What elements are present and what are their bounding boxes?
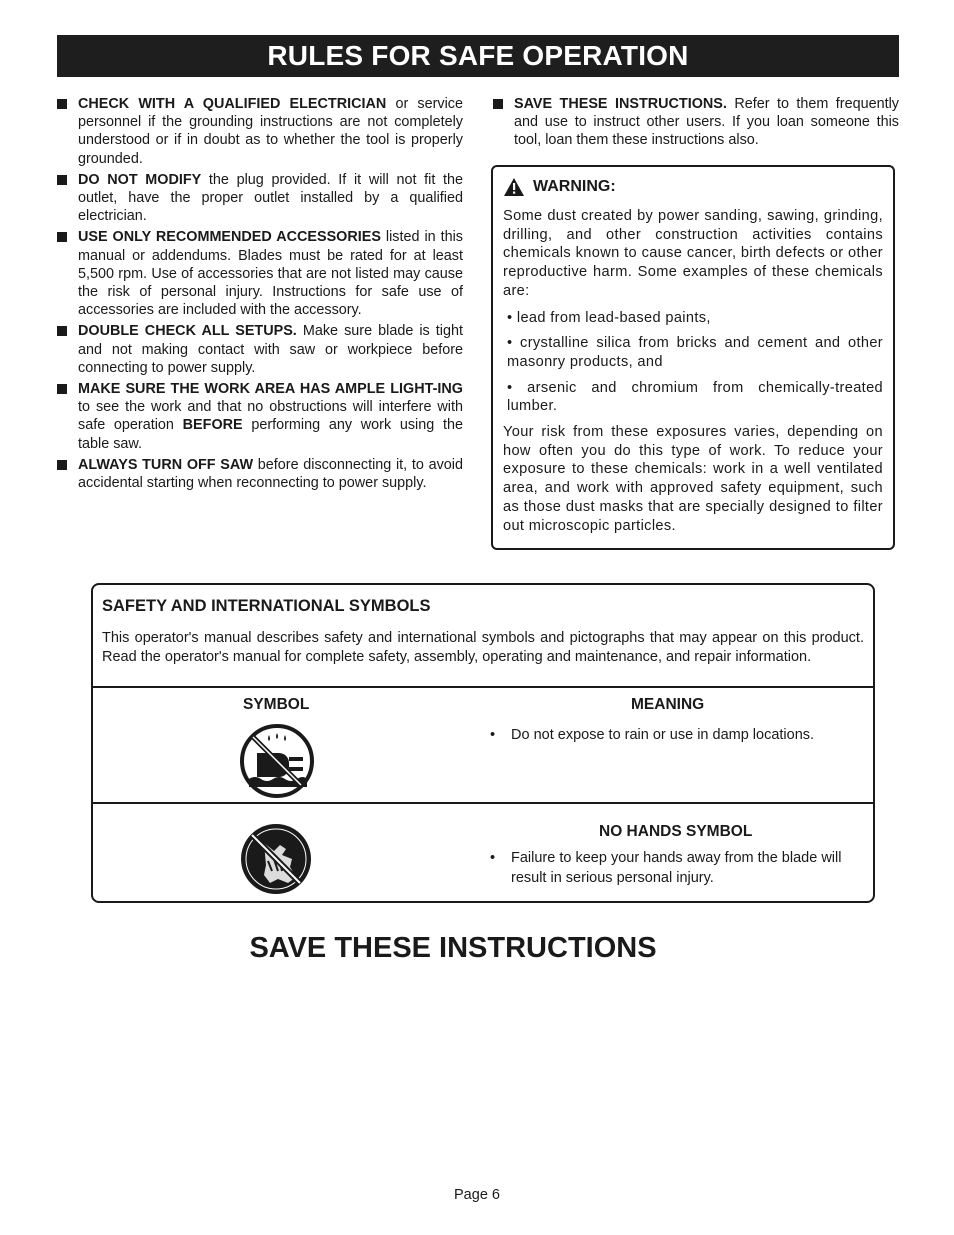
rule-lead: ALWAYS TURN OFF SAW <box>78 456 254 473</box>
divider <box>93 686 873 688</box>
symbols-title: SAFETY AND INTERNATIONAL SYMBOLS <box>102 597 431 615</box>
warning-list-item: • arsenic and chromium from chemically-treated lumber. <box>507 379 883 415</box>
square-bullet-icon <box>57 232 67 242</box>
warning-list <box>503 309 883 417</box>
warning-heading <box>503 177 883 197</box>
meaning-text: Do not expose to rain or use in damp locations. <box>511 727 815 743</box>
rule-lead: SAVE THESE INSTRUCTIONS. <box>514 96 727 112</box>
rule-item <box>57 171 463 226</box>
bullet: • <box>490 850 496 866</box>
square-bullet-icon <box>57 384 67 394</box>
warning-intro: Some dust created by power sanding, sawing, grinding, drilling, and other construction activities contains chemicals known to cause cancer, birth defects or other reproductive harm. Some examples of these chemicals are: <box>503 208 883 299</box>
rules-left-column <box>57 95 463 495</box>
square-bullet-icon <box>57 326 67 336</box>
rules-right-column <box>493 95 899 153</box>
symbols-box <box>91 583 875 903</box>
page-title: RULES FOR SAFE OPERATION <box>267 40 689 71</box>
symbol-column-header: SYMBOL <box>243 696 310 713</box>
rule-item <box>57 228 463 319</box>
title-bar <box>57 35 899 77</box>
meaning-column-header: MEANING <box>631 696 705 713</box>
meaning-text: Failure to keep your hands away from the blade will result in serious personal injury. <box>511 850 842 886</box>
no-rain-icon <box>239 723 315 799</box>
save-instructions-heading <box>0 932 954 965</box>
rule-text: to see the work and that no obstructions will interfere with safe operation <box>78 399 463 434</box>
rule-text: or service personnel if the grounding instructions are not completely understood or if in doubt as to whether the tool is properly grounded. <box>78 96 464 167</box>
warning-list-item: • lead from lead-based paints, <box>507 309 711 326</box>
save-title-text: SAVE THESE INSTRUCTIONS <box>249 932 657 964</box>
meaning-item <box>490 849 870 888</box>
rule-lead: DOUBLE CHECK ALL SETUPS. <box>78 323 297 340</box>
rule-text: Make sure blade is tight and not making contact with saw or workpiece before connecting to power supply. <box>78 323 463 376</box>
rule-text: listed in this manual or addendums. Blades must be rated for at least 5,500 rpm. Use of accessories that are not listed may cause the risk of personal injury. Instructions for safe use of accessories are included with the accessory. <box>78 229 463 319</box>
rule-item <box>57 380 463 453</box>
rule-item <box>57 322 463 377</box>
rule-lead: BEFORE <box>182 417 243 434</box>
no-hands-icon <box>238 821 314 897</box>
rule-item <box>57 456 463 492</box>
warning-triangle-icon <box>503 177 525 197</box>
warning-label: WARNING: <box>533 178 616 195</box>
rule-lead: CHECK WITH A QUALIFIED ELECTRICIAN <box>78 96 387 112</box>
warning-body <box>503 207 883 535</box>
no-hands-title: NO HANDS SYMBOL <box>599 823 753 840</box>
warning-list-item: • crystalline silica from bricks and cement and other masonry products, and <box>507 335 883 370</box>
square-bullet-icon <box>493 99 503 109</box>
rule-lead: MAKE SURE THE WORK AREA HAS AMPLE LIGHT-ING <box>78 381 463 398</box>
symbols-intro: This operator's manual describes safety and international symbols and pictographs that may appear on this product. Read the operator's manual for complete safety, assembly, operating and maintenance, and repair information. <box>102 630 864 665</box>
rule-text: before disconnecting it, to avoid accidental starting when reconnecting to power supply. <box>78 456 463 492</box>
divider <box>93 802 873 804</box>
rule-item <box>57 95 463 168</box>
rule-text: performing any work using the table saw. <box>78 417 463 452</box>
square-bullet-icon <box>57 99 67 109</box>
page-number: Page 6 <box>454 1187 500 1203</box>
rule-item <box>493 95 899 150</box>
rule-lead: DO NOT MODIFY <box>78 171 202 188</box>
rule-text: Refer to them frequently and use to instruct other users. If you loan someone this tool, loan them these instructions also. <box>514 96 899 149</box>
bullet: • <box>490 727 496 743</box>
square-bullet-icon <box>57 175 67 185</box>
square-bullet-icon <box>57 460 67 470</box>
rule-text: the plug provided. If it will not fit the outlet, have the proper outlet installed by a qualified electrician. <box>78 171 463 225</box>
rule-lead: USE ONLY RECOMMENDED ACCESSORIES <box>78 229 381 246</box>
warning-closing: Your risk from these exposures varies, depending on how often you do this type of work. To reduce your exposure to these chemicals: work in a well ventilated area, and work with approved safety equipment, such as those dust masks that are specially designed to filter out microscopic particles. <box>503 424 883 534</box>
meaning-item <box>490 726 870 746</box>
warning-box <box>491 165 895 550</box>
